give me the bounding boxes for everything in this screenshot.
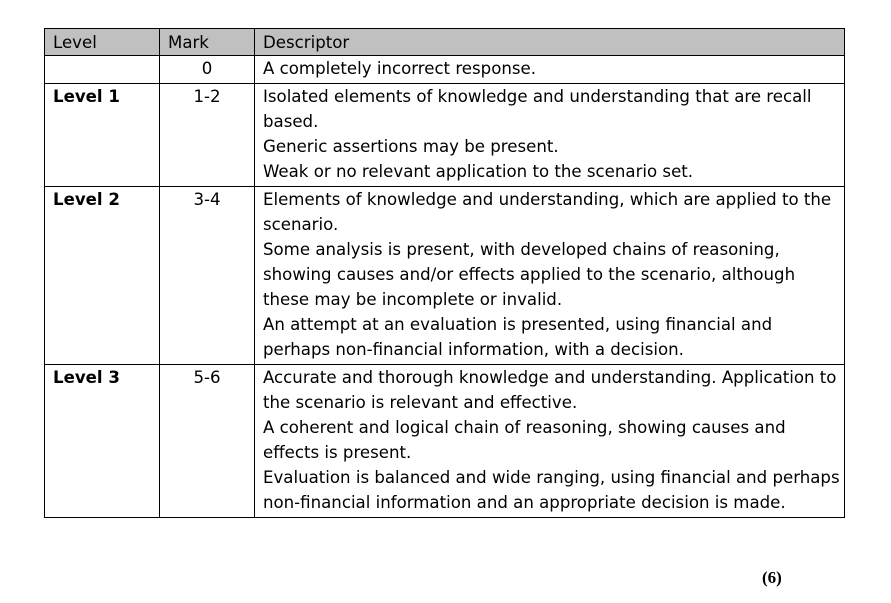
descriptor-line: A coherent and logical chain of reasoning, showing causes and effects is present. [263,418,786,462]
mark-cell: 3-4 [160,187,255,365]
header-mark: Mark [160,29,255,56]
header-descriptor: Descriptor [255,29,845,56]
table-row [45,56,845,84]
descriptor-cell [255,187,845,365]
descriptor-line: Isolated elements of knowledge and understanding that are recall based. [263,87,812,131]
mark-cell: 5-6 [160,365,255,518]
table-header-row [45,29,845,56]
descriptor-line: Elements of knowledge and understanding, which are applied to the scenario. [263,190,832,234]
descriptor-cell [255,365,845,518]
mark-cell: 0 [160,56,255,84]
mark-scheme-table [44,28,845,518]
descriptor-line: Some analysis is present, with developed chains of reasoning, showing causes and/or effects applied to the scenario, although these may be incomplete or invalid. [263,240,796,309]
level-cell [45,56,160,84]
descriptor-line: Evaluation is balanced and wide ranging, using financial and perhaps non-financial information and an appropriate decision is made. [263,468,840,512]
descriptor-line: Accurate and thorough knowledge and understanding. Application to the scenario is relevant and effective. [263,368,837,412]
level-cell: Level 2 [45,187,160,365]
table-row [45,365,845,518]
level-cell: Level 3 [45,365,160,518]
header-level: Level [45,29,160,56]
descriptor-cell [255,84,845,187]
mark-cell: 1-2 [160,84,255,187]
descriptor-line: Weak or no relevant application to the scenario set. [263,162,694,181]
table-row [45,187,845,365]
table-row [45,84,845,187]
level-cell: Level 1 [45,84,160,187]
descriptor-line: An attempt at an evaluation is presented, using financial and perhaps non-financial information, with a decision. [263,315,773,359]
descriptor-cell [255,56,845,84]
descriptor-line: A completely incorrect response. [263,59,536,78]
total-marks: (6) [762,568,782,587]
descriptor-line: Generic assertions may be present. [263,137,559,156]
